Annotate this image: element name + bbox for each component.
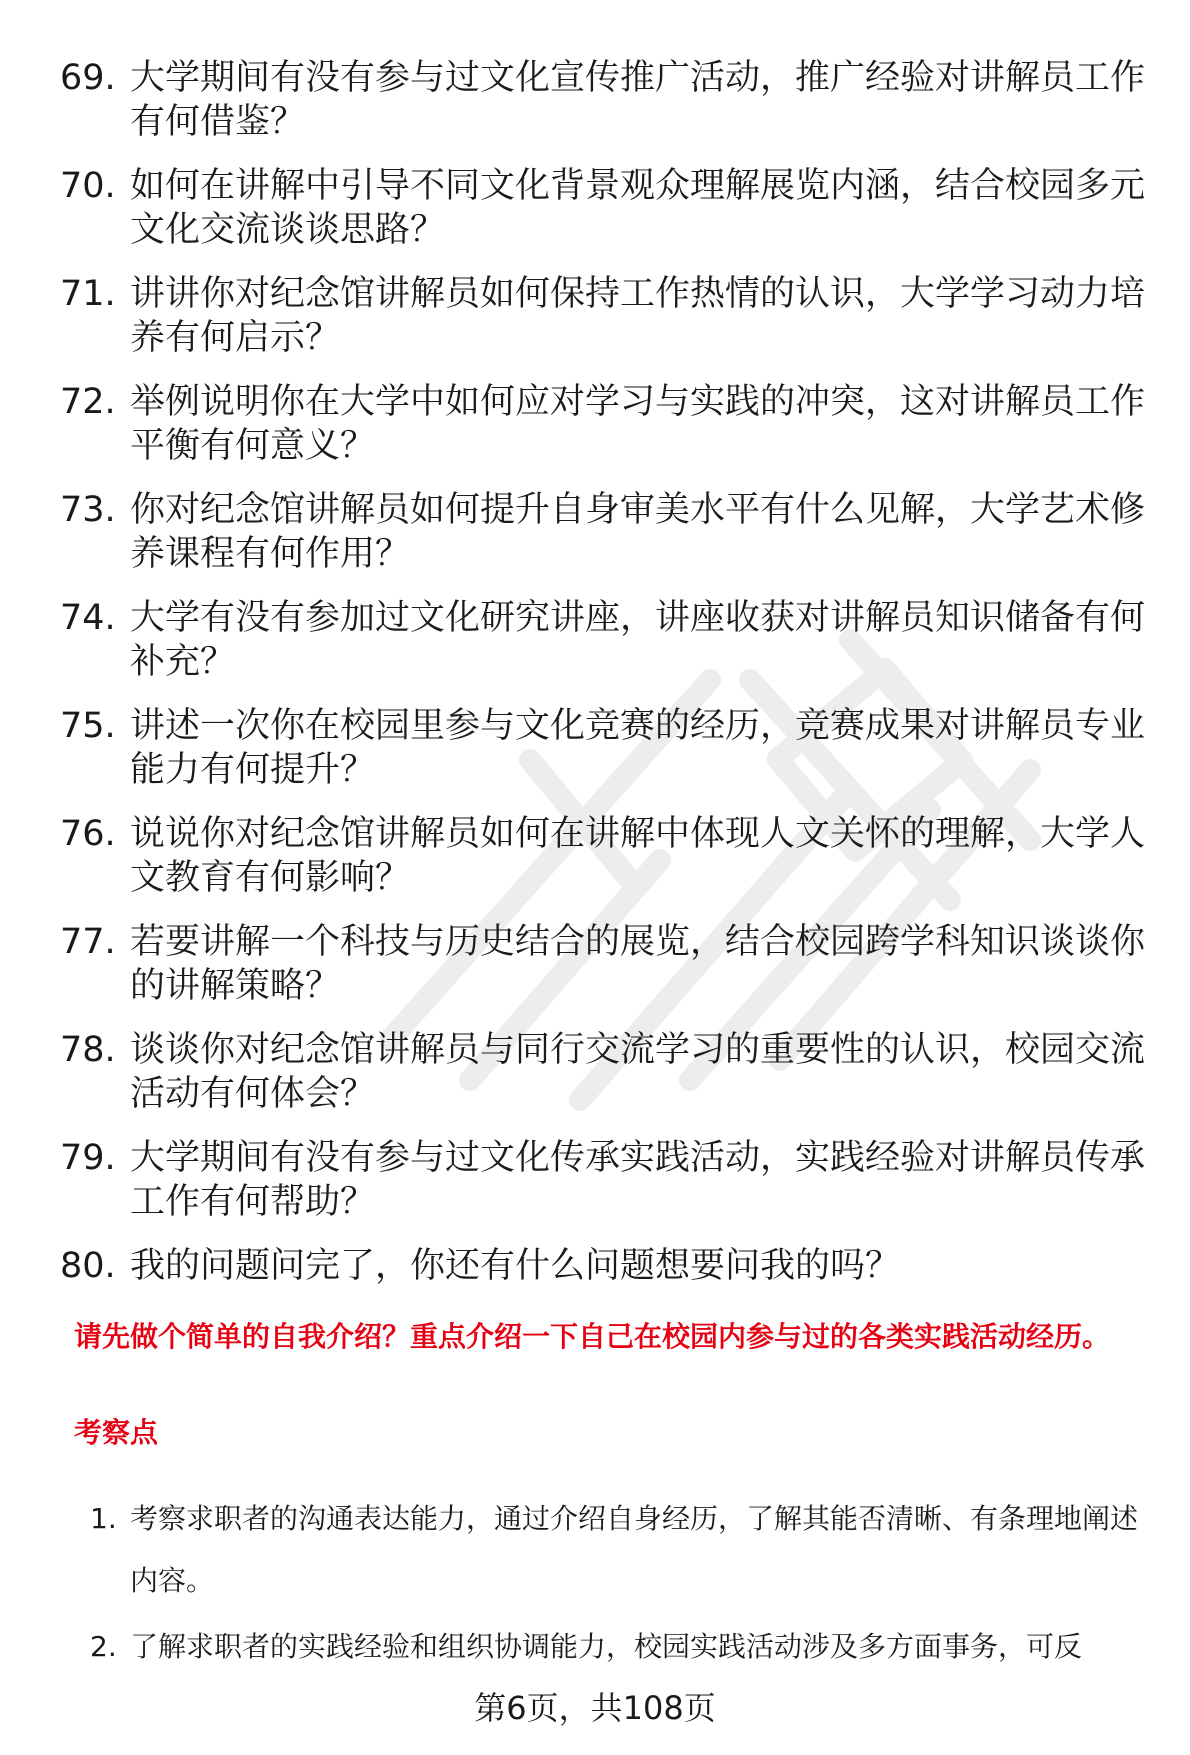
point-number: 2. xyxy=(90,1630,117,1663)
question-number: 76. xyxy=(60,814,116,854)
point-number: 1. xyxy=(90,1502,117,1535)
question-number: 70. xyxy=(60,166,116,206)
question-text: 你对纪念馆讲解员如何提升自身审美水平有什么见解，大学艺术修养课程有何作用？ xyxy=(130,490,1146,574)
list-item xyxy=(60,1028,1150,1116)
list-item xyxy=(60,272,1150,360)
point-text: 考察求职者的沟通表达能力，通过介绍自身经历，了解其能否清晰、有条理地阐述内容。 xyxy=(130,1502,1139,1597)
question-text: 如何在讲解中引导不同文化背景观众理解展览内涵，结合校园多元文化交流谈谈思路？ xyxy=(130,166,1146,250)
question-number: 72. xyxy=(60,382,116,422)
list-item xyxy=(60,596,1150,684)
question-text: 说说你对纪念馆讲解员如何在讲解中体现人文关怀的理解，大学人文教育有何影响？ xyxy=(130,814,1146,898)
list-item xyxy=(60,164,1150,252)
list-item xyxy=(60,380,1150,468)
question-text: 讲讲你对纪念馆讲解员如何保持工作热情的认识，大学学习动力培养有何启示？ xyxy=(130,274,1146,358)
section-title: 考察点 xyxy=(74,1416,159,1449)
assessment-points-list xyxy=(90,1488,1150,1682)
question-number: 73. xyxy=(60,490,116,530)
question-list xyxy=(60,56,1150,1308)
question-number: 71. xyxy=(60,274,116,314)
list-item xyxy=(60,812,1150,900)
point-text: 了解求职者的实践经验和组织协调能力，校园实践活动涉及多方面事务，可反 xyxy=(130,1630,1083,1663)
list-item xyxy=(90,1616,1150,1678)
list-item xyxy=(60,704,1150,792)
question-number: 69. xyxy=(60,58,116,98)
list-item xyxy=(60,56,1150,144)
question-number: 79. xyxy=(60,1138,116,1178)
list-item xyxy=(60,1244,1150,1288)
question-text: 大学期间有没有参与过文化宣传推广活动，推广经验对讲解员工作有何借鉴？ xyxy=(130,58,1146,142)
page-footer: 第6页，共108页 xyxy=(474,1689,716,1727)
question-number: 77. xyxy=(60,922,116,962)
question-text: 我的问题问完了，你还有什么问题想要问我的吗？ xyxy=(130,1246,901,1286)
list-item xyxy=(60,488,1150,576)
list-item xyxy=(90,1488,1150,1612)
question-number: 75. xyxy=(60,706,116,746)
question-number: 74. xyxy=(60,598,116,638)
question-text: 举例说明你在大学中如何应对学习与实践的冲突，这对讲解员工作平衡有何意义？ xyxy=(130,382,1146,466)
question-text: 谈谈你对纪念馆讲解员与同行交流学习的重要性的认识，校园交流活动有何体会？ xyxy=(130,1030,1146,1114)
question-number: 78. xyxy=(60,1030,116,1070)
question-text: 讲述一次你在校园里参与文化竞赛的经历，竞赛成果对讲解员专业能力有何提升？ xyxy=(130,706,1146,790)
question-text: 大学期间有没有参与过文化传承实践活动，实践经验对讲解员传承工作有何帮助？ xyxy=(130,1138,1146,1222)
question-text: 若要讲解一个科技与历史结合的展览，结合校园跨学科知识谈谈你的讲解策略？ xyxy=(130,922,1146,1006)
list-item xyxy=(60,920,1150,1008)
question-text: 大学有没有参加过文化研究讲座，讲座收获对讲解员知识储备有何补充？ xyxy=(130,598,1146,682)
list-item xyxy=(60,1136,1150,1224)
question-number: 80. xyxy=(60,1246,116,1286)
highlight-question: 请先做个简单的自我介绍？重点介绍一下自己在校园内参与过的各类实践活动经历。 xyxy=(74,1320,1111,1353)
